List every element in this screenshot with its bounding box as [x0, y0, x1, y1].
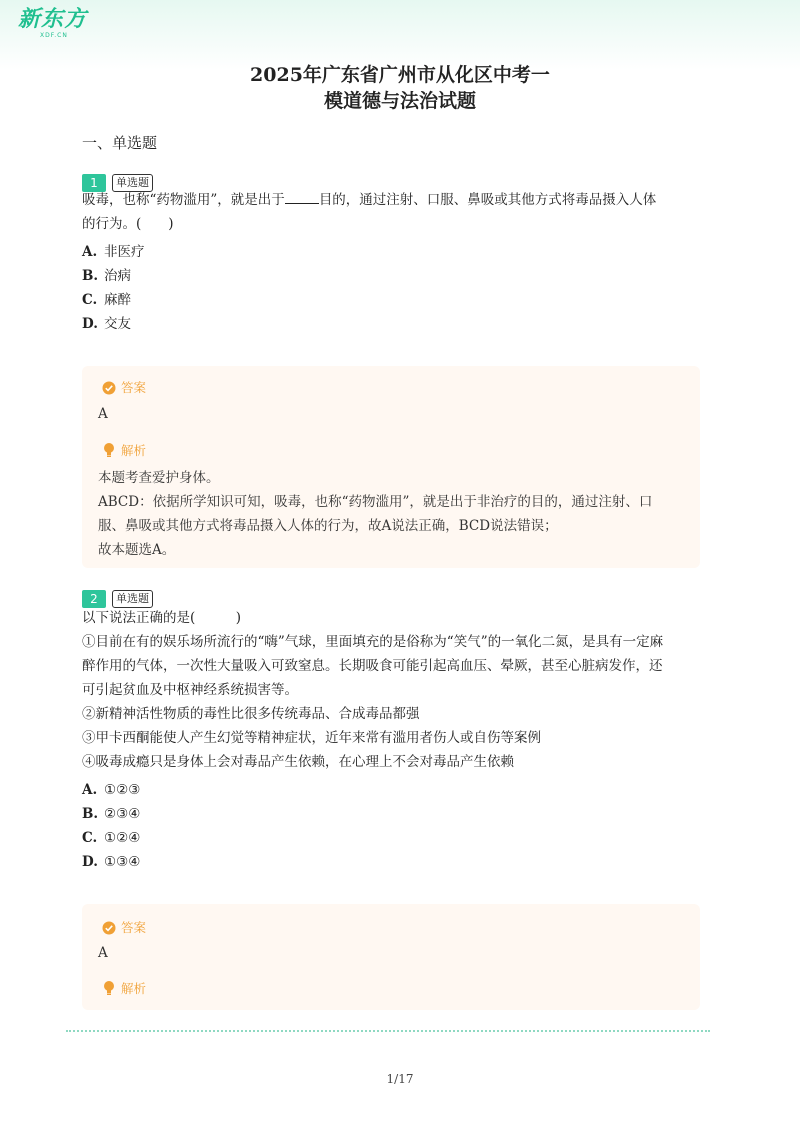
- analysis-line: 故本题选A。: [98, 542, 176, 558]
- option-b[interactable]: [82, 264, 145, 288]
- section-title: 一、单选题: [82, 134, 158, 152]
- fill-blank: [285, 189, 319, 204]
- analysis-line: 本题考查爱护身体。: [98, 470, 220, 486]
- question-number: 2: [82, 590, 106, 608]
- option-a[interactable]: [82, 240, 145, 264]
- option-letter: B.: [82, 268, 99, 284]
- question-2-answer-panel: [82, 904, 700, 1010]
- analysis-line: 服、鼻吸或其他方式将毒品摄入人体的行为，故A说法正确，BCD说法错误；: [98, 518, 558, 534]
- question-2-header: [82, 588, 153, 608]
- question-1-stem: [82, 188, 702, 236]
- page-divider: [66, 1030, 710, 1032]
- option-d[interactable]: [82, 312, 145, 336]
- option-text: ①③④: [104, 854, 141, 870]
- stem-text: ④吸毒成瘾只是身体上会对毒品产生依赖，在心理上不会对毒品产生依赖: [82, 754, 514, 770]
- option-letter: A.: [82, 244, 98, 260]
- option-a[interactable]: [82, 778, 140, 802]
- question-1-answer-panel: [82, 366, 700, 568]
- option-text: ①②③: [104, 782, 141, 798]
- brand-logo: [18, 8, 88, 42]
- document-title: [0, 62, 800, 114]
- answer-value: A: [98, 406, 108, 422]
- option-text: ①②④: [104, 830, 141, 846]
- option-letter: B.: [82, 806, 99, 822]
- check-icon: [102, 381, 116, 395]
- stem-text: 醉作用的气体，一次性大量吸入可致窒息。长期吸食可能引起高血压、晕厥，甚至心脏病发作，还: [82, 658, 663, 674]
- question-2-stem: [82, 606, 702, 774]
- stem-text: ②新精神活性物质的毒性比很多传统毒品、合成毒品都强: [82, 706, 420, 722]
- option-d[interactable]: [82, 850, 140, 874]
- analysis-label: 解析: [102, 979, 146, 997]
- stem-text: 的行为。( ): [82, 216, 174, 232]
- question-type-badge: 单选题: [112, 174, 153, 192]
- option-c[interactable]: [82, 826, 140, 850]
- lightbulb-icon: [102, 442, 116, 458]
- analysis-label: 解析: [102, 441, 146, 459]
- option-b[interactable]: [82, 802, 140, 826]
- answer-label: 答案: [102, 378, 146, 396]
- question-1-options: [82, 240, 145, 336]
- logo-text: 新东方: [18, 7, 88, 32]
- option-text: 治病: [104, 268, 131, 284]
- page-number: 1/17: [386, 1072, 414, 1086]
- question-2-options: [82, 778, 140, 874]
- option-letter: D.: [82, 316, 98, 332]
- option-text: 麻醉: [104, 292, 131, 308]
- header-band: [0, 0, 800, 70]
- option-letter: C.: [82, 830, 98, 846]
- lightbulb-icon: [102, 980, 116, 996]
- title-line-1: 2025年广东省广州市从化区中考一: [250, 64, 550, 86]
- option-letter: C.: [82, 292, 98, 308]
- stem-text: ③甲卡西酮能使人产生幻觉等精神症状，近年来常有滥用者伤人或自伤等案例: [82, 730, 541, 746]
- stem-text: ①目前在有的娱乐场所流行的“嗨”气球，里面填充的是俗称为“笑气”的一氧化二氮，是具有一定麻: [82, 634, 664, 650]
- option-c[interactable]: [82, 288, 145, 312]
- option-letter: A.: [82, 782, 98, 798]
- stem-text: 目的，通过注射、口服、鼻吸或其他方式将毒品摄入人体: [318, 192, 657, 208]
- stem-text: 吸毒，也称“药物滥用”，就是出于: [82, 192, 285, 208]
- analysis-text: [98, 466, 688, 562]
- analysis-line: ABCD：依据所学知识可知，吸毒，也称“药物滥用”，就是出于非治疗的目的，通过注射、口: [98, 494, 653, 510]
- stem-text: 以下说法正确的是( ): [82, 610, 242, 626]
- answer-label: 答案: [102, 918, 146, 936]
- logo-subtext: XDF.CN: [40, 32, 68, 39]
- option-text: ②③④: [104, 806, 141, 822]
- option-letter: D.: [82, 854, 98, 870]
- option-text: 交友: [104, 316, 131, 332]
- check-icon: [102, 921, 116, 935]
- answer-value: A: [98, 945, 108, 961]
- question-number: 1: [82, 174, 106, 192]
- option-text: 非医疗: [104, 244, 145, 260]
- title-line-2: 模道德与法治试题: [323, 90, 476, 112]
- stem-text: 可引起贫血及中枢神经系统损害等。: [82, 682, 298, 698]
- question-type-badge: 单选题: [112, 590, 153, 608]
